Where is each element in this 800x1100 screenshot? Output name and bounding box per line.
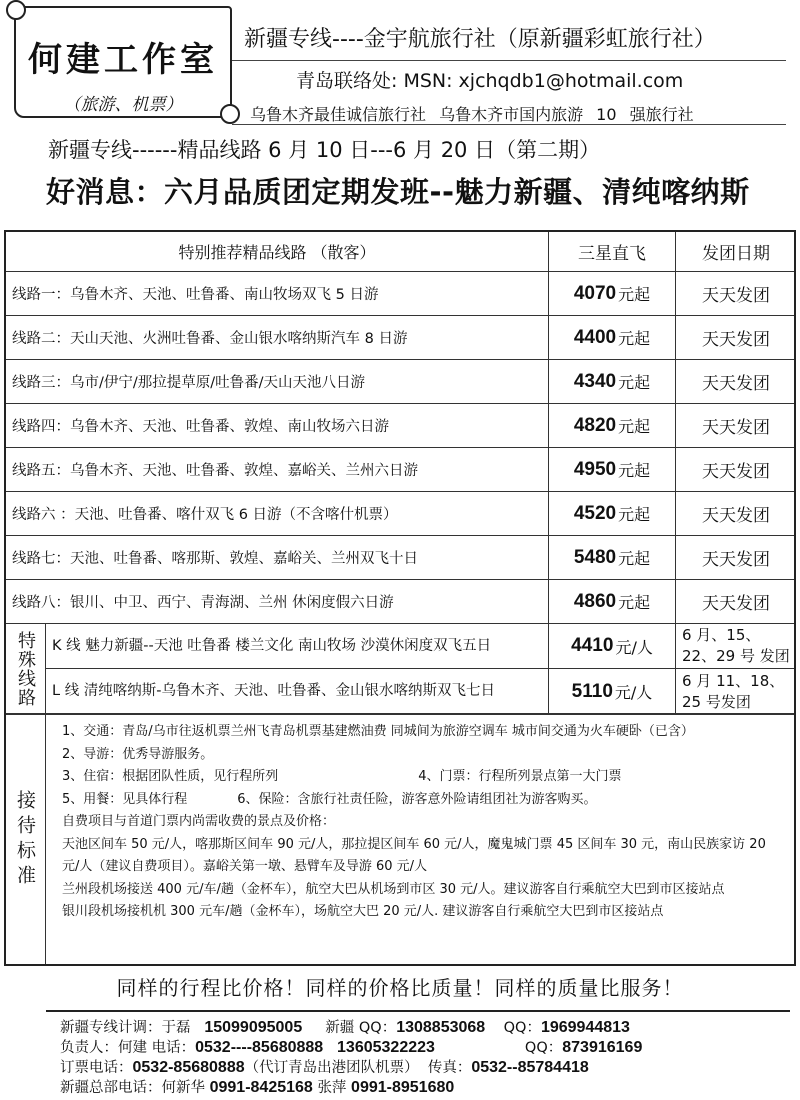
- header-price: 三星直飞: [549, 232, 676, 271]
- studio-logo-scroll: [14, 6, 232, 118]
- slogan: 同样的行程比价格！同样的价格比质量！同样的质量比服务！: [116, 976, 684, 1000]
- table-row: [46, 669, 794, 714]
- special-route-date: 6 月 11、18、25 号发团: [682, 671, 785, 711]
- service-extra-heading: 自费项目与首道门票内尚需收费的景点及价格：: [62, 814, 336, 829]
- table-header-row: [6, 232, 794, 272]
- route-date: 天天发团: [702, 418, 770, 438]
- service-standard-details: [46, 715, 794, 964]
- footer-divider: [46, 1010, 790, 1012]
- qingdao-contact: 青岛联络处: MSN: xjchqdb1@hotmail.com: [296, 70, 684, 92]
- route-price: 4070 元起: [549, 272, 676, 315]
- special-route-name: K 线 魅力新疆--天池 吐鲁番 楼兰文化 南山牧场 沙漠休闲度双飞五日: [46, 624, 549, 668]
- route-price: 4860 元起: [549, 580, 676, 623]
- route-name: 线路六 ：天池、吐鲁番、喀什双飞 6 日游（不含喀什机票）: [6, 492, 549, 535]
- route-price: 4950 元起: [549, 448, 676, 491]
- contact-line-booking: 订票电话：0532-85680888（代订青岛出港团队机票） 传真：0532--85784418: [60, 1059, 589, 1076]
- service-standard-label: 接待标准: [6, 715, 46, 964]
- header-divider: [232, 60, 786, 61]
- tour-period: 新疆专线------精品线路 6 月 10 日---6 月 20 日（第二期）: [48, 138, 601, 162]
- special-route-date: 6 月、15、22、29 号 发团: [682, 626, 790, 665]
- route-date: 天天发团: [702, 594, 770, 614]
- studio-name: 何建工作室: [28, 40, 218, 80]
- service-yinchuan-transfer: 银川段机场接机机 300 元车/趟（金杯车），场航空大巴 20 元/人. 建议游客自行乘航空大巴到市区接站点: [62, 904, 664, 919]
- headline: 好消息：六月品质团定期发班--魅力新疆、清纯喀纳斯: [46, 175, 750, 209]
- route-date: 天天发团: [702, 374, 770, 394]
- header-date: 发团日期: [702, 244, 770, 264]
- agency-title: 新疆专线----金宇航旅行社（原新疆彩虹旅行社）: [244, 27, 716, 52]
- table-row: [6, 360, 794, 404]
- route-date: 天天发团: [702, 550, 770, 570]
- agency-honors: 乌鲁木齐最佳诚信旅行社 乌鲁木齐市国内旅游 10 强旅行社: [250, 105, 694, 124]
- special-route-price: 4410 元/人: [549, 624, 676, 668]
- table-row: [6, 316, 794, 360]
- route-date: 天天发团: [702, 506, 770, 526]
- route-name: 线路三：乌市/伊宁/那拉提草原/吐鲁番/天山天池八日游: [6, 360, 549, 403]
- route-name: 线路五：乌鲁木齐、天池、吐鲁番、敦煌、嘉峪关、兰州六日游: [6, 448, 549, 491]
- contact-line-headquarters: 新疆总部电话：何新华 0991-8425168 张萍 0991-8951680: [60, 1079, 455, 1096]
- service-lodging-tickets: 3、住宿：根据团队性质，见行程所列 4、门票：行程所列景点第一大门票: [62, 769, 622, 784]
- route-name: 线路二：天山天池、火洲吐鲁番、金山银水喀纳斯汽车 8 日游: [6, 316, 549, 359]
- contact-footer: [60, 1018, 642, 1098]
- special-routes-block: [6, 624, 794, 714]
- header-divider-bottom: [232, 124, 786, 125]
- table-row: [6, 492, 794, 536]
- table-row: [6, 536, 794, 580]
- special-route-price: 5110 元/人: [549, 669, 676, 714]
- table-row: [6, 448, 794, 492]
- special-route-name: L 线 清纯喀纳斯-乌鲁木齐、天池、吐鲁番、金山银水喀纳斯双飞七日: [46, 669, 549, 714]
- service-guide: 2、导游：优秀导游服务。: [62, 746, 214, 762]
- service-transport: 1、交通：青岛/乌市往返机票兰州飞青岛机票基建燃油费 同城间为旅游空调车 城市间交通为火车硬卧（已含）: [62, 724, 694, 739]
- routes-table: [4, 230, 796, 966]
- header-route: 特别推荐精品线路 （散客）: [6, 232, 549, 271]
- route-name: 线路七：天池、吐鲁番、喀那斯、敦煌、嘉峪关、兰州双飞十日: [6, 536, 549, 579]
- service-meals-insurance: 5、用餐：见具体行程 6、保险：含旅行社责任险，游客意外险请组团社为游客购买。: [62, 791, 597, 807]
- route-name: 线路四：乌鲁木齐、天池、吐鲁番、敦煌、南山牧场六日游: [6, 404, 549, 447]
- table-row: [6, 404, 794, 448]
- route-price: 4400 元起: [549, 316, 676, 359]
- route-price: 4520 元起: [549, 492, 676, 535]
- route-date: 天天发团: [702, 330, 770, 350]
- studio-subtitle: （旅游、机票）: [63, 95, 183, 115]
- service-lanzhou-transfer: 兰州段机场接送 400 元/车/趟（金杯车），航空大巴从机场到市区 30 元/人。建议游客自行乘航空大巴到市区接站点: [62, 881, 725, 897]
- service-extra-prices: 天池区间车 50 元/人，喀那斯区间车 90 元/人，那拉提区间车 60 元/人，魔鬼城门票 45 区间车 30 元，南山民族家访 20 元/人（建议自费项目）。嘉峪关第一墩、悬臂车及导游 60 元/人: [62, 836, 766, 874]
- route-price: 5480 元起: [549, 536, 676, 579]
- route-name: 线路一：乌鲁木齐、天池、吐鲁番、南山牧场双飞 5 日游: [6, 272, 549, 315]
- table-row: [46, 624, 794, 669]
- route-date: 天天发团: [702, 286, 770, 306]
- route-price: 4340 元起: [549, 360, 676, 403]
- route-date: 天天发团: [702, 462, 770, 482]
- table-row: [6, 272, 794, 316]
- special-routes-label: 特殊线路: [6, 624, 46, 713]
- route-price: 4820 元起: [549, 404, 676, 447]
- service-standard-block: [6, 714, 794, 964]
- table-row: [6, 580, 794, 624]
- route-name: 线路八：银川、中卫、西宁、青海湖、兰州 休闲度假六日游: [6, 580, 549, 623]
- contact-line-manager: 负责人：何建 电话：0532----85680888 13605322223 QQ：873916169: [60, 1039, 643, 1056]
- contact-line-operator: 新疆专线计调：于磊 15099095005 新疆 QQ：1308853068 QQ：1969944813: [60, 1019, 630, 1036]
